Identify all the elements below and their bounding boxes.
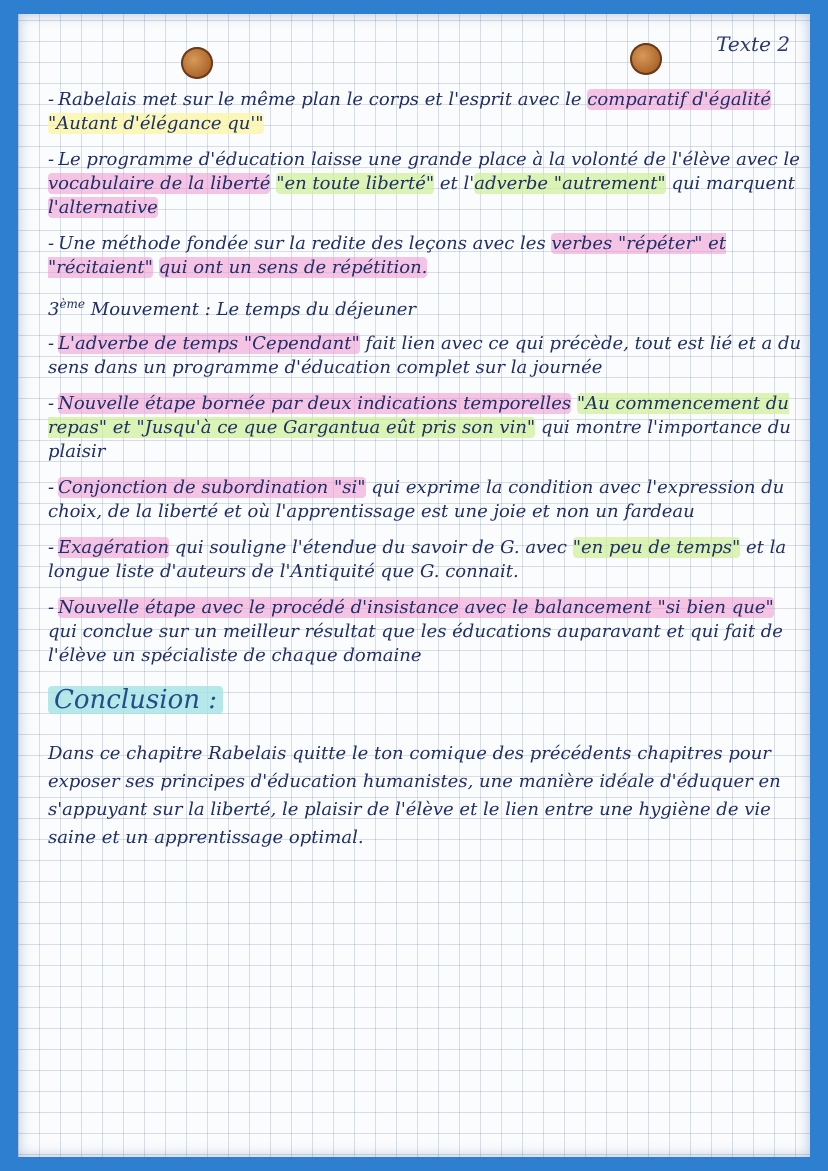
section-ordinal: 3 <box>48 299 60 320</box>
page-label: Texte 2 <box>716 32 790 56</box>
highlight-quote: "en toute liberté" <box>276 173 435 194</box>
bullet-text: qui marquent <box>665 173 796 194</box>
bullet-text: et l' <box>434 173 475 194</box>
highlight-verbes: verbes "répéter" et "récitaient" <box>48 233 727 278</box>
bullet-dash: - <box>48 89 55 110</box>
bullet-dash: - <box>48 477 55 498</box>
bullet-dash: - <box>48 233 55 254</box>
bullet-2 <box>48 148 806 220</box>
bullet-text: qui souligne l'étendue du savoir de G. avec <box>169 537 573 558</box>
highlight-nouvelle-etape: Nouvelle étape bornée par deux indications temporelles <box>58 393 572 414</box>
bullet-text: qui conclue sur un meilleur résultat que les éducations auparavant et qui fait de l'élève un spécialiste de chaque domaine <box>48 621 783 666</box>
bullet-5 <box>48 392 806 464</box>
highlight-exageration: Exagération <box>58 537 170 558</box>
bullet-1 <box>48 88 806 136</box>
highlight-alternative: l'alternative <box>48 197 158 218</box>
highlight-peu-de-temps: "en peu de temps" <box>572 537 741 558</box>
bullet-3 <box>48 232 806 280</box>
grid-paper-sheet <box>18 14 810 1157</box>
highlight-vocabulaire: vocabulaire de la liberté <box>48 173 271 194</box>
highlight-conjonction: Conjonction de subordination "si" <box>58 477 366 498</box>
binder-hole-left <box>181 47 213 79</box>
notes-content <box>48 88 806 852</box>
highlight-quotes: "Au commencement du repas" et "Jusqu'à ce que Gargantua eût pris son vin" <box>48 393 789 438</box>
bullet-dash: - <box>48 149 55 170</box>
bullet-text: Une méthode fondée sur la redite des leçons avec les <box>58 233 552 254</box>
bullet-text <box>153 257 159 278</box>
conclusion-heading: Conclusion : <box>48 686 223 714</box>
conclusion-text: Dans ce chapitre Rabelais quitte le ton comique des précédents chapitres pour exposer ses principes d'éducation humanistes, une manière idéale d'éduquer en s'appuyant sur la liberté, le plaisir de l'élève et le lien entre une hygiène de vie saine et un apprentissage optimal. <box>48 743 781 848</box>
highlight-repetition: qui ont un sens de répétition. <box>158 257 428 278</box>
bullet-dash: - <box>48 333 55 354</box>
binder-hole-right <box>630 43 662 75</box>
bullet-dash: - <box>48 393 55 414</box>
section-ordinal-suffix: ème <box>59 297 86 311</box>
highlight-insistance: Nouvelle étape avec le procédé d'insistance avec le balancement "si bien que" <box>58 597 774 618</box>
bullet-text: Le programme d'éducation laisse une grande place à la volonté de l'élève avec le <box>58 149 800 170</box>
bullet-dash: - <box>48 597 55 618</box>
bullet-text: Rabelais met sur le même plan le corps et l'esprit avec le <box>58 89 588 110</box>
bullet-6 <box>48 476 806 524</box>
highlight-quote: "Autant d'élégance qu'" <box>48 113 264 134</box>
section-title-text: Mouvement : Le temps du déjeuner <box>90 299 416 320</box>
bullet-text: fait lien avec ce qui précède, tout est lié et a du sens dans un programme d'éducation complet sur la journée <box>48 333 802 378</box>
bullet-text: qui montre l'importance du plaisir <box>48 417 791 462</box>
bullet-text: et la longue liste d'auteurs de l'Antiquité que G. connait. <box>48 537 787 582</box>
bullet-text <box>571 393 577 414</box>
bullet-8 <box>48 596 806 668</box>
section-title <box>48 292 806 322</box>
bullet-4 <box>48 332 806 380</box>
highlight-cependant: L'adverbe de temps "Cependant" <box>58 333 360 354</box>
highlight-comparatif: comparatif d'égalité <box>587 89 772 110</box>
bullet-text: qui exprime la condition avec l'expression du choix, de la liberté et où l'apprentissage est une joie et non un fardeau <box>48 477 785 522</box>
bullet-7 <box>48 536 806 584</box>
bullet-dash: - <box>48 537 55 558</box>
highlight-adverbe: adverbe "autrement" <box>474 173 666 194</box>
